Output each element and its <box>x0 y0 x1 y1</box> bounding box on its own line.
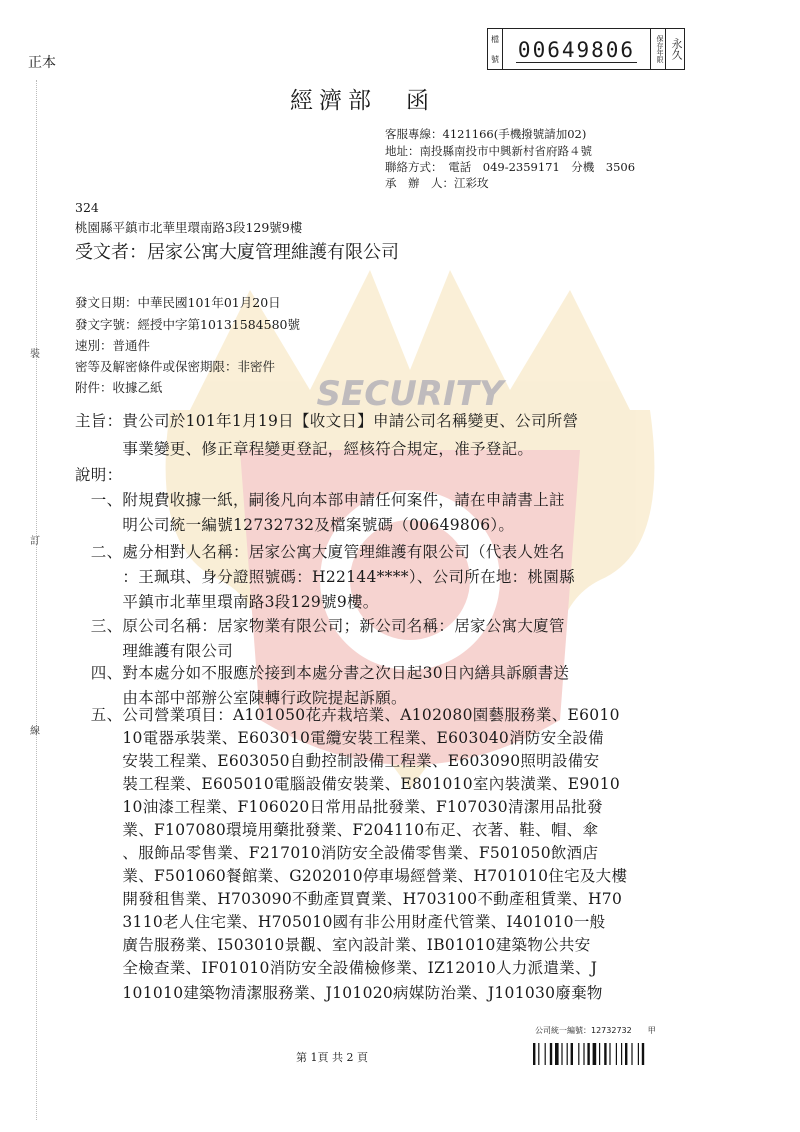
body-line: 由本部中部辦公室陳轉行政院提起訴願。 <box>75 689 407 707</box>
margin-mark-line: 線 <box>30 726 40 737</box>
page-number: 第 1頁 共 2 頁 <box>296 1051 368 1064</box>
contact-handler: 承 辦 人：江彩玫 <box>385 176 489 190</box>
retention-label: 保存年限 <box>650 29 666 69</box>
body-line: 四、對本處分如不服應於接到本處分書之次日起30日內繕具訴願書送 <box>75 664 570 682</box>
body-line: 平鎮市北華里環南路3段129號9樓。 <box>75 593 379 611</box>
body-line: 明公司統一編號12732732及檔案號碼（00649806）。 <box>75 516 515 534</box>
delivery-speed: 速別：普通件 <box>75 338 151 353</box>
attachment: 附件：收據乙紙 <box>75 380 163 395</box>
body-line: 五、公司營業項目：A101050花卉栽培業、A102080園藝服務業、E6010 <box>75 706 620 724</box>
body-line: 業、F501060餐館業、G202010停車場經營業、H701010住宅及大樓 <box>75 867 628 885</box>
postal-code: 324 <box>75 200 99 215</box>
archive-number-box <box>487 28 685 70</box>
body-line: 10電器承裝業、E603010電纜安裝工程業、E603040消防安全設備 <box>75 729 604 747</box>
document-number: 發文字號：經授中字第10131584580號 <box>75 317 300 332</box>
document-title: 經濟部 函 <box>290 88 435 114</box>
company-id-footer: 公司統一編號：12732732 甲 <box>535 1026 656 1035</box>
secrecy-level: 密等及解密條件或保密期限：非密件 <box>75 359 276 374</box>
body-line: 、服飾品零售業、F217010消防安全設備零售業、F501050飲酒店 <box>75 844 599 862</box>
body-line: 業、F107080環境用藥批發業、F204110布疋、衣著、鞋、帽、傘 <box>75 821 599 839</box>
body-line: 101010建築物清潔服務業、J101020病媒防治業、J101030廢棄物 <box>75 984 603 1002</box>
body-line: 理維護有限公司 <box>75 642 234 660</box>
watermark-text: SECURITY <box>316 374 504 414</box>
body-line: 事業變更、修正章程變更登記，經核符合規定，准予登記。 <box>75 440 534 458</box>
body-line: 開發租售業、H703090不動產買賣業、H703100不動產租賃業、H70 <box>75 890 623 908</box>
archive-label-top: 檔 <box>491 34 499 44</box>
contact-hotline: 客服專線：4121166(手機撥號請加02) <box>385 127 587 141</box>
contact-address: 地址：南投縣南投市中興新村省府路４號 <box>385 144 592 158</box>
body-line: 廣告服務業、I503010景觀、室內設計業、IB01010建築物公共安 <box>75 936 591 954</box>
body-line: ：王珮琪、身分證照號碼：H22144****）、公司所在地：桃園縣 <box>75 568 575 586</box>
body-line: 全檢查業、IF01010消防安全設備檢修業、IZ12010人力派遣業、J <box>75 959 598 977</box>
retention-value: 永久 <box>670 38 683 60</box>
body-line: 3110老人住宅業、H705010國有非公用財產代管業、I401010一般 <box>75 913 606 931</box>
body-line: 安裝工程業、E603050自動控制設備工程業、E603090照明設備安 <box>75 752 600 770</box>
original-copy-mark: 正本 <box>28 55 56 71</box>
body-line: 一、附規費收據一紙，嗣後凡向本部申請任何案件，請在申請書上註 <box>75 491 565 509</box>
body-line: 三、原公司名稱：居家物業有限公司；新公司名稱：居家公寓大廈管 <box>75 617 565 635</box>
binding-margin-line <box>36 80 41 1120</box>
recipient-name: 受文者：居家公寓大廈管理維護有限公司 <box>75 242 399 263</box>
body-line: 二、處分相對人名稱：居家公寓大廈管理維護有限公司（代表人姓名 <box>75 543 565 561</box>
barcode <box>533 1043 673 1065</box>
margin-mark-staple: 訂 <box>30 536 40 547</box>
contact-phone: 聯絡方式： 電話 049-2359171 分機 3506 <box>385 160 636 174</box>
issue-date: 發文日期：中華民國101年01月20日 <box>75 295 281 310</box>
body-line: 裝工程業、E605010電腦設備安裝業、E801010室內裝潢業、E9010 <box>75 775 621 793</box>
body-line: 說明： <box>75 466 123 484</box>
recipient-address: 桃園縣平鎮市北華里環南路3段129號9樓 <box>75 220 303 235</box>
archive-number: 00649806 <box>517 37 636 62</box>
archive-label-bottom: 號 <box>491 54 499 64</box>
margin-mark-bind: 裝 <box>30 349 40 360</box>
body-line: 10油漆工程業、F106020日常用品批發業、F107030清潔用品批發 <box>75 798 603 816</box>
body-line: 主旨：貴公司於101年1月19日【收文日】申請公司名稱變更、公司所營 <box>75 412 579 430</box>
